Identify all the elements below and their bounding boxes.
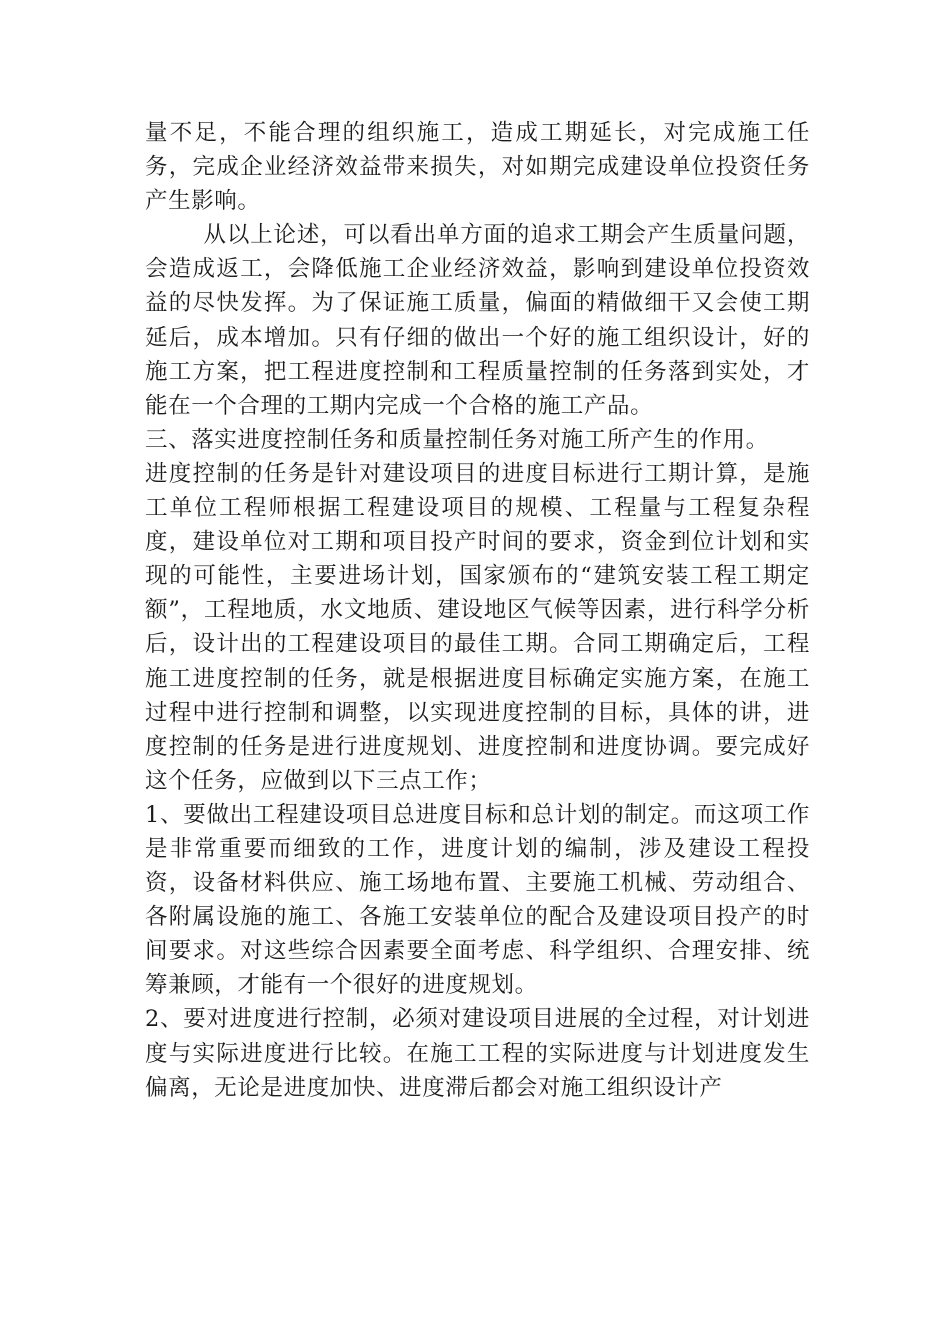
document-body	[145, 116, 810, 1105]
list-item-1: 1、要做出工程建设项目总进度目标和总计划的制定。而这项工作是非常重要而细致的工作，进度计划的编制，涉及建设工程投资，设备材料供应、施工场地布置、主要施工机械、劳动组合、各附属设施的施工、各施工安装单位的配合及建设项目投产的时间要求。对这些综合因素要全面考虑、科学组织、合理安排、统筹兼顾，才能有一个很好的进度规划。	[145, 801, 810, 999]
paragraph-progress-control: 进度控制的任务是针对建设项目的进度目标进行工期计算，是施工单位工程师根据工程建设项目的规模、工程量与工程复杂程度，建设单位对工期和项目投产时间的要求，资金到位计划和实现的可能性，主要进场计划，国家颁布的“建筑安装工程工期定额”，工程地质，水文地质、建设地区气候等因素，进行科学分析后，设计出的工程建设项目的最佳工期。合同工期确定后，工程施工进度控制的任务，就是根据进度目标确定实施方案，在施工过程中进行控制和调整，以实现进度控制的目标，具体的讲，进度控制的任务是进行进度规划、进度控制和进度协调。要完成好这个任务，应做到以下三点工作；	[145, 460, 810, 794]
paragraph-summary: 从以上论述，可以看出单方面的追求工期会产生质量问题，会造成返工，会降低施工企业经济效益，影响到建设单位投资效益的尽快发挥。为了保证施工质量，偏面的精做细干又会使工期延后，成本增加。只有仔细的做出一个好的施工组织设计，好的施工方案，把工程进度控制和工程质量控制的任务落到实处，才能在一个合理的工期内完成一个合格的施工产品。	[145, 222, 810, 419]
section-heading-three: 三、落实进度控制任务和质量控制任务对施工所产生的作用。	[145, 426, 769, 453]
list-item-2: 2、要对进度进行控制，必须对建设项目进展的全过程，对计划进度与实际进度进行比较。在施工工程的实际进度与计划进度发生偏离，无论是进度加快、进度滞后都会对施工组织设计产	[145, 1006, 810, 1101]
paragraph-continuation: 量不足，不能合理的组织施工，造成工期延长，对完成施工任务，完成企业经济效益带来损失，对如期完成建设单位投资任务产生影响。	[145, 120, 810, 215]
